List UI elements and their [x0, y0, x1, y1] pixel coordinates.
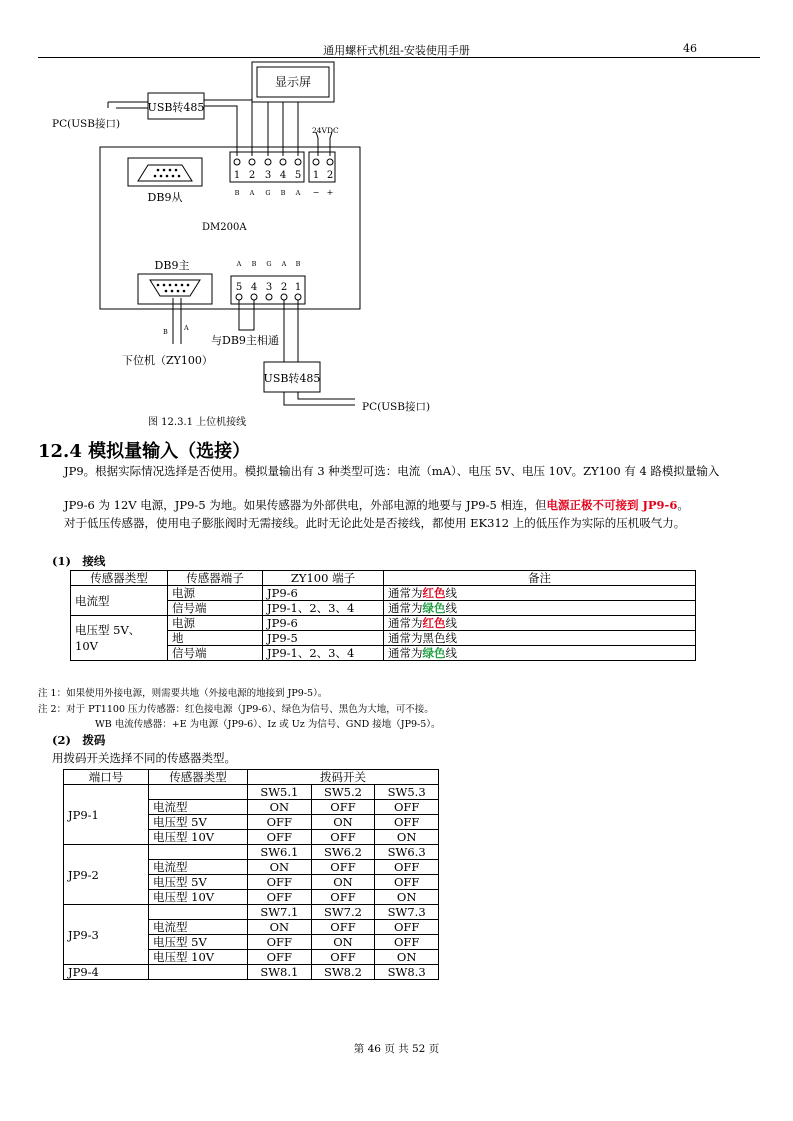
dip-switch-name: SW5.2	[311, 785, 375, 800]
page-footer: 第 46 页 共 52 页	[353, 1043, 440, 1055]
table-row	[71, 616, 696, 631]
dip-sensor-type: 电流型	[149, 920, 248, 935]
note-post: 线	[445, 646, 457, 660]
usb485-bottom-label: USB转485	[263, 372, 321, 385]
bottom-terminal-letter-1: A	[236, 260, 242, 268]
dip-switch-state: ON	[248, 920, 312, 935]
dip-sensor-type: 电压型 10V	[149, 890, 248, 905]
wiring-zy: JP9-5	[263, 631, 384, 646]
figure-caption: 图 12.3.1 上位机接线	[148, 417, 247, 428]
power-terminal-num-1: 1	[312, 170, 320, 181]
dip-type-blank	[149, 845, 248, 860]
wiring-note	[384, 601, 696, 616]
wiring-terminal: 信号端	[168, 646, 263, 661]
bottom-terminal-letter-5: B	[295, 260, 301, 268]
bottom-terminal-letter-3: G	[266, 260, 272, 268]
note-3: WB 电流传感器：+E 为电源（JP9-6）、Iz 或 Uz 为信号、GND 接地（JP9-5）。	[95, 719, 441, 730]
dip-sensor-type: 电压型 10V	[149, 950, 248, 965]
dip-header-switch: 拨码开关	[248, 770, 439, 785]
dip-header-port: 端口号	[64, 770, 149, 785]
note-post: 线	[445, 586, 457, 600]
dip-switch-name: SW8.1	[248, 965, 312, 980]
dip-sensor-type: 电压型 5V	[149, 815, 248, 830]
dip-type-blank	[149, 905, 248, 920]
dip-switch-state: OFF	[375, 860, 439, 875]
top-terminal-num-4: 4	[279, 170, 287, 181]
bottom-terminal-num-5: 5	[235, 282, 243, 293]
wiring-subtitle: (1) 接线	[52, 554, 106, 568]
note-pre: 通常为	[388, 586, 423, 600]
dip-sensor-type: 电压型 10V	[149, 830, 248, 845]
dip-sensor-type: 电压型 5V	[149, 935, 248, 950]
note-color: 红色	[422, 616, 446, 630]
top-terminal-num-2: 2	[248, 170, 256, 181]
usb485-top-label: USB转485	[147, 101, 205, 114]
dip-switch-name: SW6.2	[311, 845, 375, 860]
header-title: 通用螺杆式机组-安装使用手册	[323, 44, 470, 57]
dip-switch-state: OFF	[311, 920, 375, 935]
dip-switch-name: SW7.2	[311, 905, 375, 920]
paragraph-2-warning: 电源正极不可接到 JP9-6	[546, 498, 678, 512]
dip-switch-state: ON	[311, 875, 375, 890]
top-terminal-letter-3: G	[265, 189, 271, 197]
section-title: 12.4 模拟量输入（选接）	[38, 441, 251, 462]
table-row	[64, 965, 439, 980]
dip-switch-state: ON	[311, 935, 375, 950]
bottom-terminal-letter-2: B	[251, 260, 257, 268]
dip-switch-state: ON	[248, 860, 312, 875]
note-pre: 通常为	[388, 616, 423, 630]
dip-switch-name: SW7.3	[375, 905, 439, 920]
dip-switch-state: ON	[375, 890, 439, 905]
dip-port: JP9-3	[64, 905, 149, 965]
wiring-header-type: 传感器类型	[71, 571, 168, 586]
wiring-terminal: 信号端	[168, 601, 263, 616]
db9-master-label: DB9主	[154, 259, 190, 272]
dip-port: JP9-2	[64, 845, 149, 905]
dip-sensor-type: 电压型 5V	[149, 875, 248, 890]
dip-switch-state: OFF	[311, 860, 375, 875]
bottom-terminal-num-1: 1	[294, 282, 302, 293]
note-pre: 通常为	[388, 646, 423, 660]
dip-switch-state: OFF	[375, 875, 439, 890]
dip-header-type: 传感器类型	[149, 770, 248, 785]
note-color: 红色	[422, 586, 446, 600]
dip-port: JP9-1	[64, 785, 149, 845]
paragraph-2-text: JP9-6 为 12V 电源，JP9-5 为地。如果传感器为外部供电，外部电源的地要与 JP9-5 相连，但	[64, 498, 547, 512]
dip-switch-state: OFF	[375, 815, 439, 830]
paragraph-2-end: 。	[677, 498, 689, 512]
bottom-terminal-num-2: 2	[280, 282, 288, 293]
power-terminal-sign-plus: +	[326, 188, 334, 197]
wiring-terminal: 电源	[168, 586, 263, 601]
dip-switch-name: SW5.1	[248, 785, 312, 800]
dip-type-blank	[149, 965, 248, 980]
common-label: 与DB9主相通	[211, 334, 279, 347]
model-label: DM200A	[202, 222, 247, 233]
dip-switch-state: OFF	[248, 875, 312, 890]
top-terminal-letter-1: B	[234, 189, 240, 197]
wiring-note	[384, 646, 696, 661]
wiring-zy: JP9-6	[263, 616, 384, 631]
dip-switch-name: SW8.3	[375, 965, 439, 980]
paragraph-1: JP9。根据实际情况选择是否使用。模拟量输出有 3 种类型可选：电流（mA）、电压 5V、电压 10V。ZY100 有 4 路模拟量输入	[64, 464, 720, 478]
wiring-note	[384, 616, 696, 631]
dip-switch-state: OFF	[375, 800, 439, 815]
dip-switch-state: OFF	[248, 815, 312, 830]
wiring-note	[384, 586, 696, 601]
bottom-terminal-num-3: 3	[265, 282, 273, 293]
note-color: 绿色	[422, 601, 446, 615]
power-terminal-num-2: 2	[326, 170, 334, 181]
table-row	[64, 845, 439, 860]
dip-switch-name: SW6.3	[375, 845, 439, 860]
dip-switch-state: OFF	[311, 890, 375, 905]
table-row	[71, 571, 696, 586]
wiring-table	[70, 570, 696, 661]
dip-subtitle: (2) 拨码	[52, 733, 106, 747]
bottom-terminal-num-4: 4	[250, 282, 258, 293]
db9-slave-box	[128, 158, 202, 186]
line-a-label: A	[184, 324, 189, 332]
dip-switch-state: ON	[248, 800, 312, 815]
note-pre: 通常为	[388, 601, 423, 615]
paragraph-2	[38, 497, 760, 513]
wiring-type-current: 电流型	[71, 586, 168, 616]
dip-switch-state: ON	[375, 950, 439, 965]
vdc-label: 24VDC	[312, 126, 339, 135]
dip-table	[63, 769, 439, 980]
lower-unit-label: 下位机（ZY100）	[122, 354, 213, 367]
dip-switch-name: SW7.1	[248, 905, 312, 920]
dip-sensor-type: 电流型	[149, 860, 248, 875]
line-b-label: B	[163, 328, 168, 336]
wiring-header-terminal: 传感器端子	[168, 571, 263, 586]
wiring-terminal: 电源	[168, 616, 263, 631]
note-2: 注 2：对于 PT1100 压力传感器：红色接电源（JP9-6）、绿色为信号、黑色为大地，可不接。	[38, 704, 434, 715]
dip-switch-state: ON	[375, 830, 439, 845]
table-row	[71, 586, 696, 601]
dip-switch-state: OFF	[375, 935, 439, 950]
table-row	[64, 770, 439, 785]
note-color: 绿色	[422, 646, 446, 660]
top-terminal-letter-4: B	[280, 189, 286, 197]
dip-intro: 用拨码开关选择不同的传感器类型。	[52, 751, 236, 765]
pc-bottom-label: PC(USB接口)	[362, 401, 431, 412]
dip-port: JP9-4	[64, 965, 149, 980]
dip-switch-state: OFF	[311, 800, 375, 815]
wiring-zy: JP9-1、2、3、4	[263, 601, 384, 616]
wiring-note: 通常为黑色线	[384, 631, 696, 646]
dip-switch-state: OFF	[248, 950, 312, 965]
top-terminal-letter-2: A	[249, 189, 255, 197]
wiring-zy: JP9-6	[263, 586, 384, 601]
paragraph-3: 对于低压传感器，使用电子膨胀阀时无需接线。此时无论此处是否接线，都使用 EK312 上的低压作为实际的压机吸气力。	[64, 516, 686, 530]
wiring-diagram	[0, 60, 793, 412]
dip-switch-state: OFF	[311, 950, 375, 965]
power-terminal-sign-minus: −	[312, 188, 320, 197]
dip-switch-state: OFF	[248, 890, 312, 905]
top-terminal-letter-5: A	[295, 189, 301, 197]
display-screen-label: 显示屏	[274, 75, 312, 89]
wiring-terminal: 地	[168, 631, 263, 646]
db9-slave-label: DB9从	[147, 191, 183, 204]
note-post: 线	[445, 601, 457, 615]
wiring-type-voltage: 电压型 5V、10V	[71, 616, 168, 661]
top-terminal-num-1: 1	[233, 170, 241, 181]
dip-switch-state: OFF	[375, 920, 439, 935]
dip-switch-state: OFF	[311, 830, 375, 845]
dip-type-blank	[149, 785, 248, 800]
db9-master-box	[138, 274, 212, 304]
wiring-header-note: 备注	[384, 571, 696, 586]
dip-switch-state: OFF	[248, 830, 312, 845]
top-terminal-num-5: 5	[294, 170, 302, 181]
wiring-zy: JP9-1、2、3、4	[263, 646, 384, 661]
bottom-terminal-letter-4: A	[281, 260, 287, 268]
dip-sensor-type: 电流型	[149, 800, 248, 815]
dip-switch-state: ON	[311, 815, 375, 830]
header-page-number: 46	[683, 42, 697, 55]
note-1: 注 1：如果使用外接电源，则需要共地（外接电源的地接到 JP9-5）。	[38, 688, 328, 699]
top-terminal-num-3: 3	[264, 170, 272, 181]
table-row	[64, 785, 439, 800]
wiring-header-zy: ZY100 端子	[263, 571, 384, 586]
table-row	[64, 905, 439, 920]
note-post: 线	[445, 616, 457, 630]
pc-top-label: PC(USB接口)	[52, 118, 121, 130]
dip-switch-name: SW6.1	[248, 845, 312, 860]
dip-switch-name: SW5.3	[375, 785, 439, 800]
dip-switch-state: OFF	[248, 935, 312, 950]
header-divider	[38, 57, 760, 58]
dip-switch-name: SW8.2	[311, 965, 375, 980]
